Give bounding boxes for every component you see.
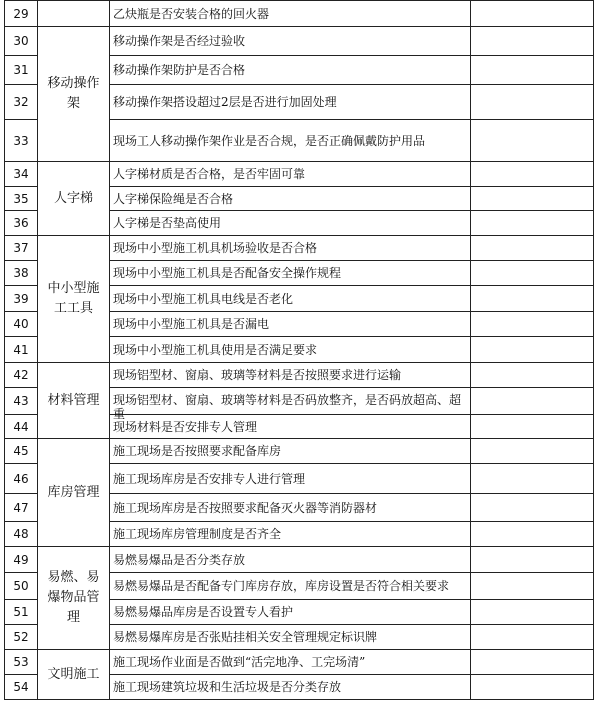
result-cell xyxy=(471,573,594,600)
result-cell xyxy=(471,236,594,261)
row-number: 31 xyxy=(5,56,38,85)
table-row xyxy=(5,27,594,56)
result-cell xyxy=(471,464,594,494)
result-cell xyxy=(471,522,594,547)
check-item: 施工现场库房管理制度是否齐全 xyxy=(110,522,471,547)
row-number: 43 xyxy=(5,388,38,415)
row-number: 53 xyxy=(5,650,38,675)
table-row xyxy=(5,650,594,675)
result-cell xyxy=(471,27,594,56)
check-item: 现场中小型施工机具是否配备安全操作规程 xyxy=(110,261,471,286)
result-cell xyxy=(471,162,594,187)
check-item: 易燃易爆品库房是否设置专人看护 xyxy=(110,600,471,625)
check-item: 现场铝型材、窗扇、玻璃等材料是否按照要求进行运输 xyxy=(110,363,471,388)
check-item: 施工现场库房是否按照要求配备灭火器等消防器材 xyxy=(110,494,471,522)
check-item: 现场中小型施工机具是否漏电 xyxy=(110,312,471,337)
row-number: 29 xyxy=(5,1,38,27)
row-number: 36 xyxy=(5,211,38,236)
check-item: 施工现场库房是否安排专人进行管理 xyxy=(110,464,471,494)
row-number: 38 xyxy=(5,261,38,286)
check-item: 易燃易爆品是否分类存放 xyxy=(110,547,471,573)
category-cell xyxy=(38,1,110,27)
check-item: 易燃易爆库房是否张贴挂相关安全管理规定标识牌 xyxy=(110,625,471,650)
check-item: 现场中小型施工机具机场验收是否合格 xyxy=(110,236,471,261)
result-cell xyxy=(471,388,594,415)
check-item: 移动操作架防护是否合格 xyxy=(110,56,471,85)
check-item: 人字梯是否垫高使用 xyxy=(110,211,471,236)
row-number: 34 xyxy=(5,162,38,187)
check-item: 施工现场建筑垃圾和生活垃圾是否分类存放 xyxy=(110,675,471,700)
row-number: 35 xyxy=(5,187,38,211)
check-item: 人字梯材质是否合格，是否牢固可靠 xyxy=(110,162,471,187)
row-number: 51 xyxy=(5,600,38,625)
row-number: 48 xyxy=(5,522,38,547)
row-number: 46 xyxy=(5,464,38,494)
result-cell xyxy=(471,675,594,700)
table-row xyxy=(5,236,594,261)
result-cell xyxy=(471,363,594,388)
result-cell xyxy=(471,187,594,211)
category-cell: 易燃、易爆物品管理 xyxy=(38,547,110,650)
result-cell xyxy=(471,650,594,675)
result-cell xyxy=(471,120,594,162)
check-item: 施工现场作业面是否做到“活完地净、工完场清” xyxy=(110,650,471,675)
result-cell xyxy=(471,312,594,337)
table-row xyxy=(5,439,594,464)
check-item: 易燃易爆品是否配备专门库房存放，库房设置是否符合相关要求 xyxy=(110,573,471,600)
check-item: 现场中小型施工机具电线是否老化 xyxy=(110,286,471,312)
check-item: 移动操作架是否经过验收 xyxy=(110,27,471,56)
result-cell xyxy=(471,547,594,573)
row-number: 49 xyxy=(5,547,38,573)
check-item: 现场中小型施工机具使用是否满足要求 xyxy=(110,337,471,363)
check-item-text: 现场铝型材、窗扇、玻璃等材料是否码放整齐，是否码放超高、超重 xyxy=(113,393,462,421)
result-cell xyxy=(471,85,594,120)
row-number: 30 xyxy=(5,27,38,56)
result-cell xyxy=(471,600,594,625)
table-row xyxy=(5,547,594,573)
result-cell xyxy=(471,211,594,236)
result-cell xyxy=(471,337,594,363)
check-item: 现场材料是否安排专人管理 xyxy=(110,415,471,439)
check-item: 移动操作架搭设超过2层是否进行加固处理 xyxy=(110,85,471,120)
row-number: 37 xyxy=(5,236,38,261)
result-cell xyxy=(471,1,594,27)
result-cell xyxy=(471,56,594,85)
result-cell xyxy=(471,439,594,464)
row-number: 47 xyxy=(5,494,38,522)
row-number: 44 xyxy=(5,415,38,439)
check-item: 人字梯保险绳是否合格 xyxy=(110,187,471,211)
row-number: 54 xyxy=(5,675,38,700)
category-cell: 文明施工 xyxy=(38,650,110,700)
row-number: 32 xyxy=(5,85,38,120)
inspection-checklist-table xyxy=(4,0,594,700)
row-number: 41 xyxy=(5,337,38,363)
row-number: 50 xyxy=(5,573,38,600)
row-number: 40 xyxy=(5,312,38,337)
category-cell: 材料管理 xyxy=(38,363,110,439)
check-item: 乙炔瓶是否安装合格的回火器 xyxy=(110,1,471,27)
result-cell xyxy=(471,625,594,650)
category-cell: 人字梯 xyxy=(38,162,110,236)
result-cell xyxy=(471,261,594,286)
check-item xyxy=(110,388,471,421)
check-item: 现场工人移动操作架作业是否合规，是否正确佩戴防护用品 xyxy=(110,120,471,162)
result-cell xyxy=(471,494,594,522)
result-cell xyxy=(471,286,594,312)
result-cell xyxy=(471,415,594,439)
table-row xyxy=(5,363,594,388)
row-number: 33 xyxy=(5,120,38,162)
category-cell: 中小型施工工具 xyxy=(38,236,110,363)
row-number: 52 xyxy=(5,625,38,650)
row-number: 39 xyxy=(5,286,38,312)
check-item: 施工现场是否按照要求配备库房 xyxy=(110,439,471,464)
category-cell: 移动操作架 xyxy=(38,27,110,162)
table-row xyxy=(5,1,594,27)
row-number: 42 xyxy=(5,363,38,388)
row-number: 45 xyxy=(5,439,38,464)
category-cell: 库房管理 xyxy=(38,439,110,547)
table-row xyxy=(5,162,594,187)
